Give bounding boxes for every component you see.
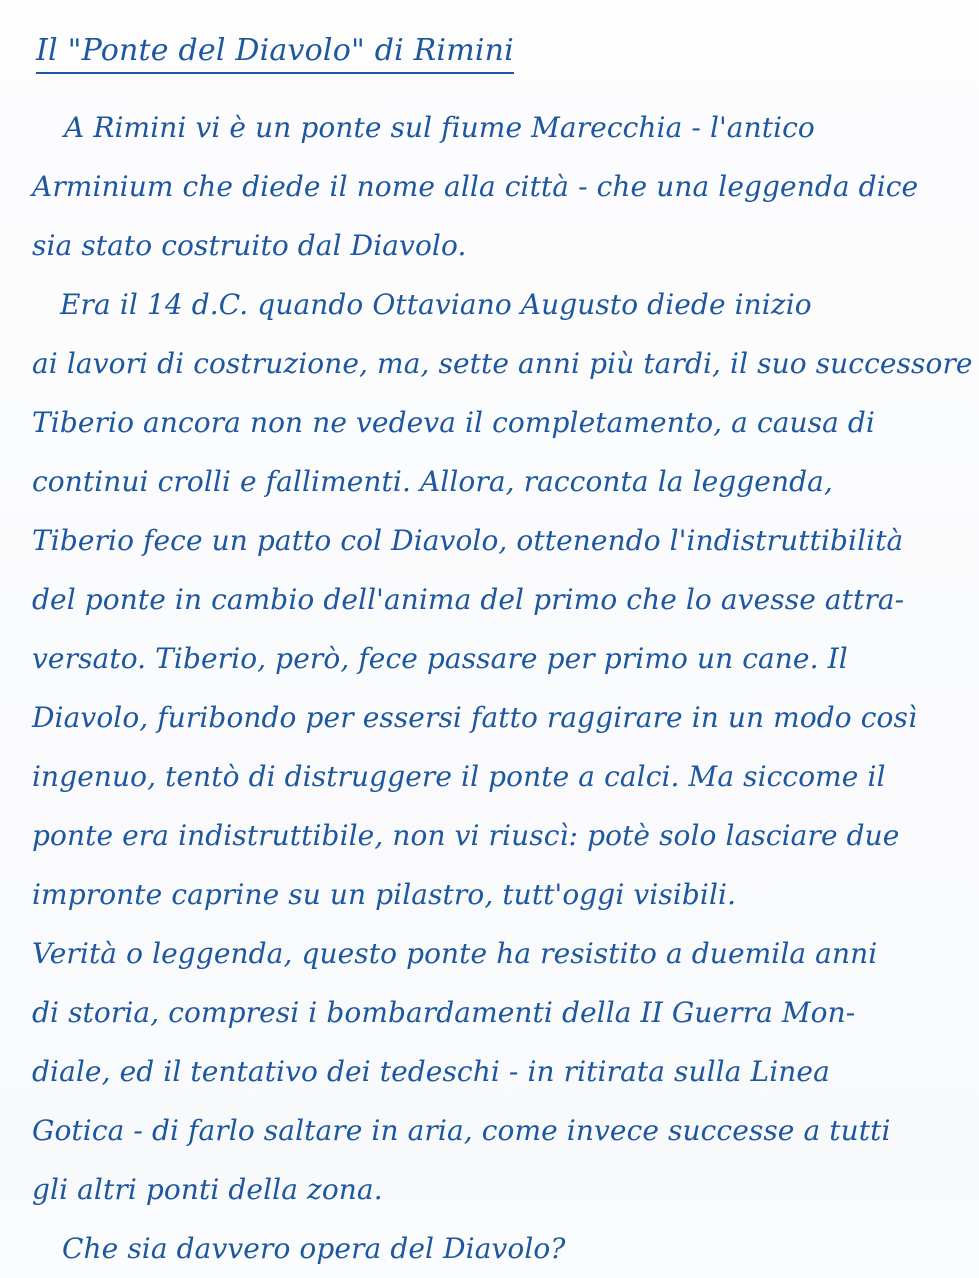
text-line: Tiberio ancora non ne vedeva il completamento, a causa di (32, 406, 875, 439)
text-line: ponte era indistruttibile, non vi riuscì: potè solo lasciare due (32, 819, 900, 852)
text-line: impronte caprine su un pilastro, tutt'oggi visibili. (32, 878, 737, 911)
text-line: di storia, compresi i bombardamenti della II Guerra Mon- (32, 996, 856, 1029)
text-line: Gotica - di farlo saltare in aria, come invece successe a tutti (32, 1114, 891, 1147)
text-line: A Rimini vi è un ponte sul fiume Marecchia - l'antico (64, 111, 815, 144)
text-line: sia stato costruito dal Diavolo. (32, 229, 467, 262)
page-title: Il "Ponte del Diavolo" di Rimini (36, 24, 514, 74)
text-line: del ponte in cambio dell'anima del primo che lo avesse attra- (32, 583, 905, 616)
text-line: continui crolli e fallimenti. Allora, racconta la leggenda, (32, 465, 833, 498)
text-line: Arminium che diede il nome alla città - che una leggenda dice (32, 170, 919, 203)
text-line: Era il 14 d.C. quando Ottaviano Augusto diede inizio (60, 288, 812, 321)
text-line: Diavolo, furibondo per essersi fatto raggirare in un modo così (32, 701, 918, 734)
text-line: gli altri ponti della zona. (32, 1173, 383, 1206)
text-line: Che sia davvero opera del Diavolo? (62, 1232, 566, 1265)
handwritten-text-body (30, 98, 973, 1278)
text-line: diale, ed il tentativo dei tedeschi - in ritirata sulla Linea (32, 1055, 830, 1088)
text-line: Tiberio fece un patto col Diavolo, ottenendo l'indistruttibilità (32, 524, 904, 557)
text-line: ingenuo, tentò di distruggere il ponte a calci. Ma siccome il (32, 760, 886, 793)
text-line: versato. Tiberio, però, fece passare per primo un cane. Il (32, 642, 848, 675)
text-line: ai lavori di costruzione, ma, sette anni più tardi, il suo successore (32, 347, 973, 380)
text-line: Verità o leggenda, questo ponte ha resistito a duemila anni (32, 937, 878, 970)
